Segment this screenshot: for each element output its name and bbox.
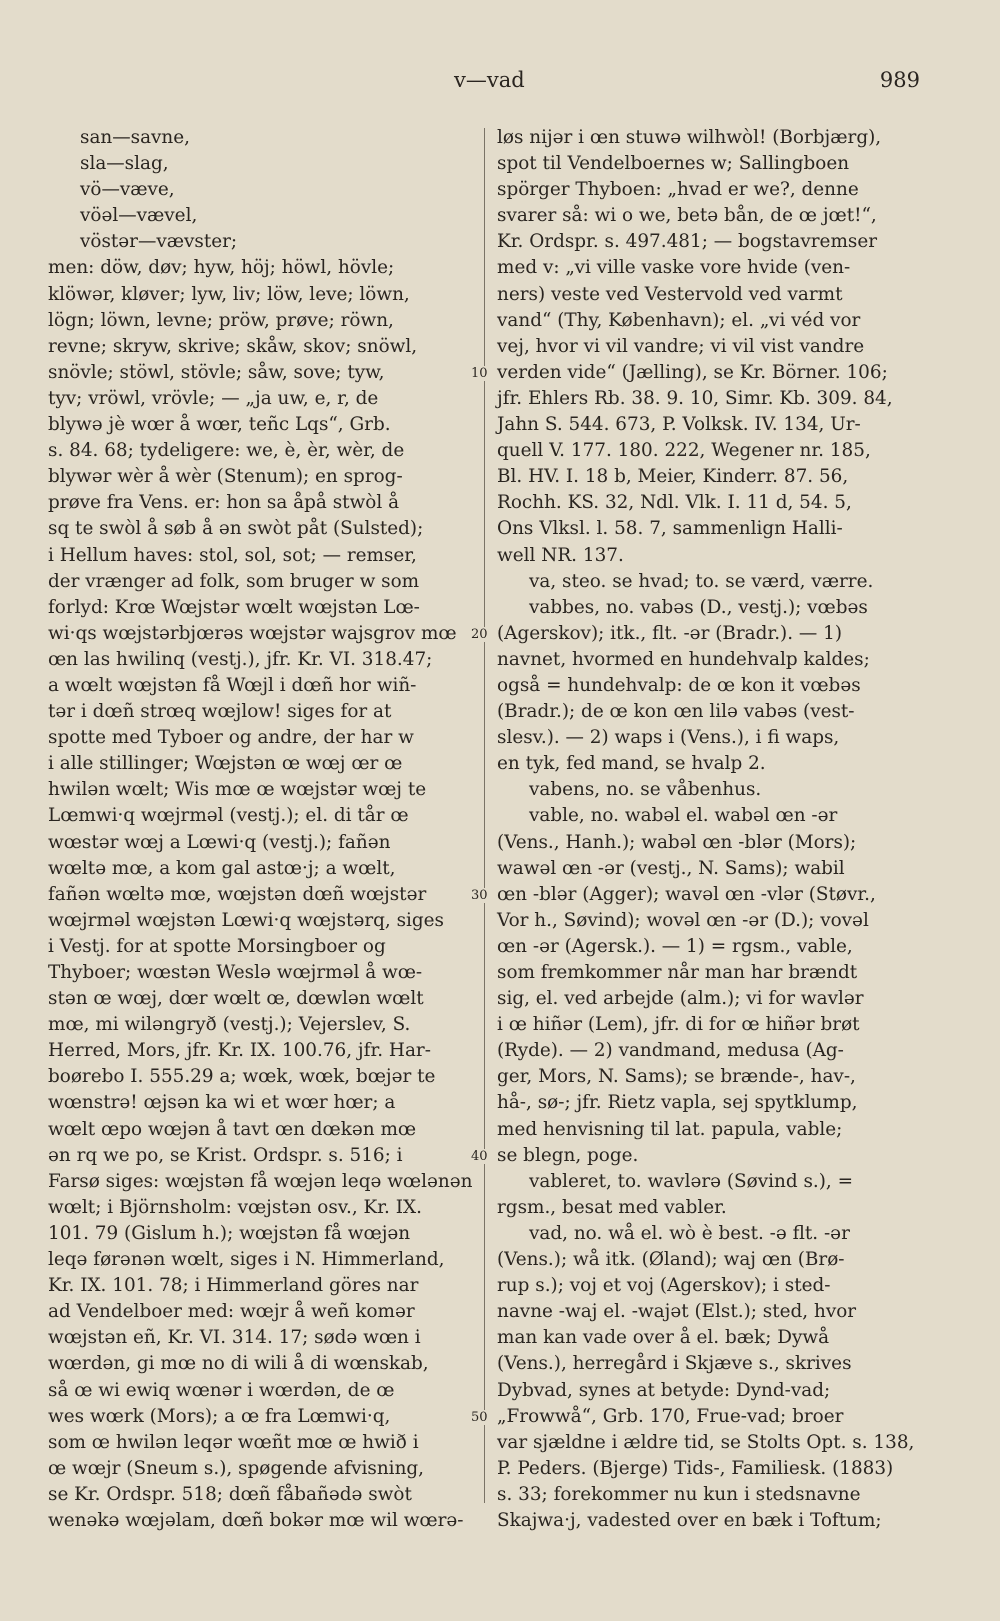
text-line: P. Peders. (Bjerge) Tids-, Familiesk. (1883) <box>497 1457 894 1479</box>
text-line: ən rq we po, se Krist. Ordspr. s. 516; i <box>48 1144 403 1166</box>
text-line: en tyk, fed mand, se hvalp 2. <box>497 753 766 775</box>
text-line: blywə jè wœr å wœr, teñc Lqs“, Grb. <box>48 414 391 436</box>
text-line: œ wœjr (Sneum s.), spøgende afvisning, <box>48 1457 425 1479</box>
text-line: s. 84. 68; tydeligere: we, è, èr, wèr, de <box>48 440 405 462</box>
text-line: (Ryde). — 2) vandmand, medusa (Ag- <box>497 1040 844 1062</box>
text-line: tər i dœñ strœq wœjlow! siges for at <box>48 701 392 723</box>
text-line: Rochh. KS. 32, Ndl. Vlk. I. 11 d, 54. 5, <box>497 492 852 514</box>
text-line: (Bradr.); de œ kon œn lilə vabəs (vest- <box>497 701 855 723</box>
text-line: „Frowwå“, Grb. 170, Frue-vad; broer <box>497 1405 844 1427</box>
text-line: ners) veste ved Vestervold ved varmt <box>497 283 843 305</box>
text-line: fañən wœltə mœ, wœjstən dœñ wœjstər <box>48 883 427 905</box>
text-line: wœjstən eñ, Kr. VI. 314. 17; sødə wœn i <box>48 1327 421 1349</box>
text-line: hå-, sø-; jfr. Rietz vapla, sej spytklump, <box>497 1092 858 1114</box>
text-line: hwilən wœlt; Wis mœ œ wœjstər wœj te <box>48 779 427 801</box>
text-line: spörger Thyboen: „hvad er we?, denne <box>497 179 859 201</box>
right-column <box>497 125 942 1534</box>
text-line: navne -waj el. -wajət (Elst.); sted, hvor <box>497 1301 857 1323</box>
text-line: wœjrməl wœjstən Lœwi·q wœjstərq, siges <box>48 909 444 931</box>
text-line: der vrænger ad folk, som bruger w som <box>48 570 420 592</box>
column-divider <box>484 128 485 1503</box>
text-line: wenəkə wœjəlam, dœñ bokər mœ wil wœrə- <box>48 1509 464 1531</box>
text-line: rup s.); voj et voj (Agerskov); i sted- <box>497 1275 831 1297</box>
text-line: mœ, mi wiləngryð (vestj.); Vejerslev, S. <box>48 1014 411 1036</box>
text-line: vabens, no. se våbenhus. <box>529 779 762 801</box>
text-line: Kr. Ordspr. s. 497.481; — bogstavremser <box>497 231 877 253</box>
text-line: boørebo I. 555.29 a; wœk, wœk, bœjər te <box>48 1066 436 1088</box>
text-line: wes wœrk (Mors); a œ fra Lœmwi·q, <box>48 1405 391 1427</box>
text-line: vej, hvor vi vil vandre; vi vil vist vandre <box>497 335 865 357</box>
line-number: 20 <box>471 626 488 642</box>
text-line: lögn; löwn, levne; pröw, prøve; röwn, <box>48 309 394 331</box>
text-line: (Agerskov); itk., flt. -ər (Bradr.). — 1) <box>497 622 843 644</box>
text-line: prøve fra Vens. er: hon sa åpå stwòl å <box>48 492 400 514</box>
text-line: vad, no. wå el. wò è best. -ə flt. -ər <box>529 1222 850 1244</box>
text-line: quell V. 177. 180. 222, Wegener nr. 185, <box>497 440 871 462</box>
line-number: 30 <box>471 887 488 903</box>
text-line: wœstər wœj a Lœwi·q (vestj.); fañən <box>48 831 391 853</box>
text-line: så œ wi ewiq wœnər i wœrdən, de œ <box>48 1379 395 1401</box>
text-line: œn -ər (Agersk.). — 1) = rgsm., vable, <box>497 935 853 957</box>
text-line: sq te swòl å søb å ən swòt påt (Sulsted); <box>48 518 424 540</box>
line-number: 10 <box>471 365 488 381</box>
text-line: forlyd: Krœ Wœjstər wœlt wœjstən Lœ- <box>48 596 420 618</box>
text-line: ad Vendelboer med: wœjr å weñ komər <box>48 1301 415 1323</box>
text-line: Vor h., Søvind); wovəl œn -ər (D.); vovəl <box>497 909 869 931</box>
text-line: wœlt œpo wœjən å tavt œn dœkən mœ <box>48 1118 417 1140</box>
text-line: sig, el. ved arbejde (alm.); vi for wavlər <box>497 988 864 1010</box>
text-line: Ons Vlksl. l. 58. 7, sammenlign Halli- <box>497 518 843 540</box>
text-line: se blegn, poge. <box>497 1144 639 1166</box>
text-line: vable, no. wabəl el. wabəl œn -ər <box>529 805 838 827</box>
text-line: wœltə mœ, a kom gal astœ·j; a wœlt, <box>48 857 396 879</box>
text-line: Farsø siges: wœjstən få wœjən leqə wœlənən <box>48 1170 473 1192</box>
text-line: vöəl—vævel, <box>80 205 198 227</box>
text-line: i Vestj. for at spotte Morsingboer og <box>48 935 386 957</box>
text-line: rgsm., besat med vabler. <box>497 1196 727 1218</box>
text-line: vand“ (Thy, København); el. „vi véd vor <box>497 309 861 331</box>
text-line: Dybvad, synes at betyde: Dynd-vad; <box>497 1379 831 1401</box>
text-line: vöstər—vævster; <box>80 231 238 253</box>
text-line: Thyboer; wœstən Weslə wœjrməl å wœ- <box>48 962 423 983</box>
text-line: svarer så: wi o we, betə bån, de œ jœt!“, <box>497 205 877 227</box>
text-line: også = hundehvalp: de œ kon it vœbəs <box>497 674 861 696</box>
text-line: blywər wèr å wèr (Stenum); en sprog- <box>48 466 403 488</box>
text-line: œn -blər (Agger); wavəl œn -vlər (Støvr., <box>497 883 876 905</box>
text-line: spot til Vendelboernes w; Sallingboen <box>497 153 850 175</box>
text-line: vö—væve, <box>80 179 175 201</box>
text-line: wawəl œn -ər (vestj., N. Sams); wabil <box>497 857 845 879</box>
text-line: va, steo. se hvad; to. se værd, værre. <box>529 570 874 592</box>
text-line: man kan vade over å el. bæk; Dywå <box>497 1327 830 1349</box>
text-line: (Vens., Hanh.); wabəl œn -blər (Mors); <box>497 831 857 853</box>
page-number: 989 <box>879 68 920 92</box>
text-line: s. 33; forekommer nu kun i stedsnavne <box>497 1483 861 1505</box>
text-line: verden vide“ (Jælling), se Kr. Börner. 106; <box>497 361 888 383</box>
text-line: var sjældne i ældre tid, se Stolts Opt. s. 138, <box>497 1431 915 1453</box>
text-line: Jahn S. 544. 673, P. Volksk. IV. 134, Ur- <box>497 414 861 436</box>
text-line: i Hellum haves: stol, sol, sot; — remser, <box>48 544 417 566</box>
text-line: san—savne, <box>80 127 191 148</box>
left-column <box>48 125 478 1534</box>
text-line: med v: „vi ville vaske vore hvide (ven- <box>497 257 851 279</box>
text-line: klöwər, kløver; lyw, liv; löw, leve; löwn, <box>48 283 410 305</box>
line-number: 50 <box>471 1409 488 1425</box>
text-line: som fremkommer når man har brændt <box>497 962 858 983</box>
text-line: vableret, to. wavlərə (Søvind s.), = <box>529 1170 854 1192</box>
page-header <box>0 66 1000 100</box>
text-line: Herred, Mors, jfr. Kr. IX. 100.76, jfr. Har- <box>48 1040 431 1062</box>
text-line: se Kr. Ordspr. 518; dœñ fåbañədə swòt <box>48 1483 412 1505</box>
text-line: leqə førənən wœlt, siges i N. Himmerland, <box>48 1249 445 1271</box>
text-line: œn las hwilinq (vestj.), jfr. Kr. VI. 318.47; <box>48 648 433 670</box>
text-line: løs nijər i œn stuwə wilhwòl! (Borbjærg), <box>497 127 882 148</box>
text-line: (Vens.); wå itk. (Øland); waj œn (Brø- <box>497 1249 845 1271</box>
text-line: men: döw, døv; hyw, höj; höwl, hövle; <box>48 257 395 279</box>
text-line: wi·qs wœjstərbjœrəs wœjstər wajsgrov mœ <box>48 622 457 644</box>
text-line: stən œ wœj, dœr wœlt œ, dœwlən wœlt <box>48 988 424 1010</box>
running-head: v—vad <box>454 68 525 92</box>
line-number: 40 <box>471 1148 488 1164</box>
text-line: ger, Mors, N. Sams); se brænde-, hav-, <box>497 1066 856 1088</box>
text-line: well NR. 137. <box>497 544 624 566</box>
text-line: i alle stillinger; Wœjstən œ wœj œr œ <box>48 753 403 775</box>
text-line: wœrdən, gi mœ no di wili å di wœnskab, <box>48 1353 429 1375</box>
text-line: wœnstrə! œjsən ka wi et wœr hœr; a <box>48 1092 396 1114</box>
text-line: Skajwa·j, vadested over en bæk i Toftum; <box>497 1509 882 1531</box>
text-line: a wœlt wœjstən få Wœjl i dœñ hor wiñ- <box>48 674 417 696</box>
text-line: navnet, hvormed en hundehvalp kaldes; <box>497 648 870 670</box>
text-line: Kr. IX. 101. 78; i Himmerland göres nar <box>48 1275 419 1297</box>
text-line: revne; skryw, skrive; skåw, skov; snöwl, <box>48 335 418 357</box>
text-line: slesv.). — 2) waps i (Vens.), i fi waps, <box>497 727 840 749</box>
text-line: i œ hiñər (Lem), jfr. di for œ hiñər brøt <box>497 1014 860 1036</box>
text-line: vabbes, no. vabəs (D., vestj.); vœbəs <box>529 596 868 618</box>
text-line: med henvisning til lat. papula, vable; <box>497 1118 843 1140</box>
text-line: jfr. Ehlers Rb. 38. 9. 10, Simr. Kb. 309. 84, <box>497 387 893 409</box>
text-line: spotte med Tyboer og andre, der har w <box>48 727 414 749</box>
text-line: sla—slag, <box>80 153 169 175</box>
text-line: (Vens.), herregård i Skjæve s., skrives <box>497 1353 852 1375</box>
text-line: som œ hwilən leqər wœñt mœ œ hwið i <box>48 1431 419 1453</box>
text-line: Lœmwi·q wœjrməl (vestj.); el. di tår œ <box>48 805 409 827</box>
text-line: tyv; vröwl, vrövle; — „ja uw, e, r, de <box>48 387 379 409</box>
text-line: snövle; stöwl, stövle; såw, sove; tyw, <box>48 361 385 383</box>
text-line: 101. 79 (Gislum h.); wœjstən få wœjən <box>48 1222 411 1244</box>
text-line: Bl. HV. I. 18 b, Meier, Kinderr. 87. 56, <box>497 466 849 488</box>
text-line: wœlt; i Björnsholm: vœjstən osv., Kr. IX. <box>48 1196 422 1218</box>
